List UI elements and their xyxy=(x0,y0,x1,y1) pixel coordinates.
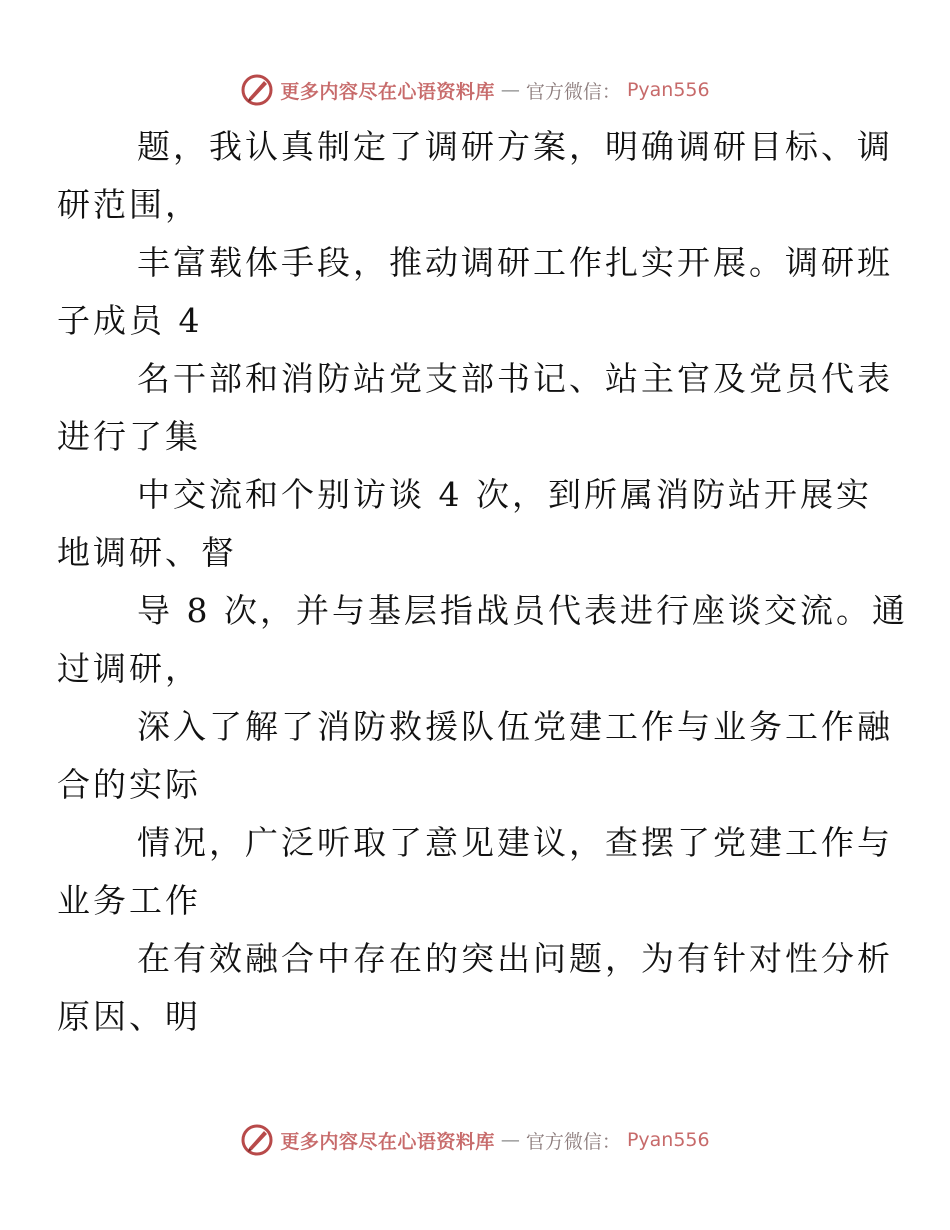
paragraph-line: 进行了集 xyxy=(57,417,201,456)
paragraph-line: 业务工作 xyxy=(57,881,201,920)
paragraph-line: 题，我认真制定了调研方案，明确调研目标、调 xyxy=(137,127,893,166)
paragraph-line: 地调研、督 xyxy=(57,533,237,572)
paragraph xyxy=(57,930,893,1046)
paragraph-line: 合的实际 xyxy=(57,765,201,804)
paragraph-line: 原因、明 xyxy=(57,997,201,1036)
paragraph xyxy=(57,466,872,582)
paragraph-line: 在有效融合中存在的突出问题，为有针对性分析 xyxy=(137,939,893,978)
paragraph-line: 情况，广泛听取了意见建议，查摆了党建工作与 xyxy=(137,823,893,862)
paragraph xyxy=(57,234,893,350)
paragraph-line: 中交流和个别访谈 4 次，到所属消防站开展实 xyxy=(137,475,872,514)
banner-wechat-id: Pyan556 xyxy=(626,79,710,101)
paragraph xyxy=(57,698,893,814)
document-body xyxy=(57,118,908,1046)
paragraph-line: 丰富载体手段，推动调研工作扎实开展。调研班 xyxy=(137,243,893,282)
paragraph xyxy=(57,814,893,930)
banner-site-text: 更多内容尽在心语资料库 xyxy=(280,80,495,103)
banner-site-text: 更多内容尽在心语资料库 xyxy=(280,1130,495,1153)
banner-wechat-label: 官方微信： xyxy=(525,80,621,103)
paragraph-line: 研范围， xyxy=(57,185,201,224)
paragraph-line: 过调研， xyxy=(57,649,201,688)
banner-wechat-id: Pyan556 xyxy=(626,1129,710,1151)
paragraph xyxy=(57,582,908,698)
footer-banner xyxy=(0,1120,950,1160)
paragraph xyxy=(57,350,893,466)
paragraph-line: 名干部和消防站党支部书记、站主官及党员代表 xyxy=(137,359,893,398)
paragraph-line: 深入了解了消防救援队伍党建工作与业务工作融 xyxy=(137,707,893,746)
paragraph-line: 导 8 次，并与基层指战员代表进行座谈交流。通 xyxy=(137,591,908,630)
banner-wechat-label: 官方微信： xyxy=(525,1130,621,1153)
paragraph-line: 子成员 4 xyxy=(57,301,203,340)
banner-separator: — xyxy=(500,79,520,101)
paragraph xyxy=(57,118,893,234)
header-banner xyxy=(0,70,950,110)
pen-logo-icon xyxy=(240,1123,274,1157)
banner-separator: — xyxy=(500,1129,520,1151)
pen-logo-icon xyxy=(240,73,274,107)
